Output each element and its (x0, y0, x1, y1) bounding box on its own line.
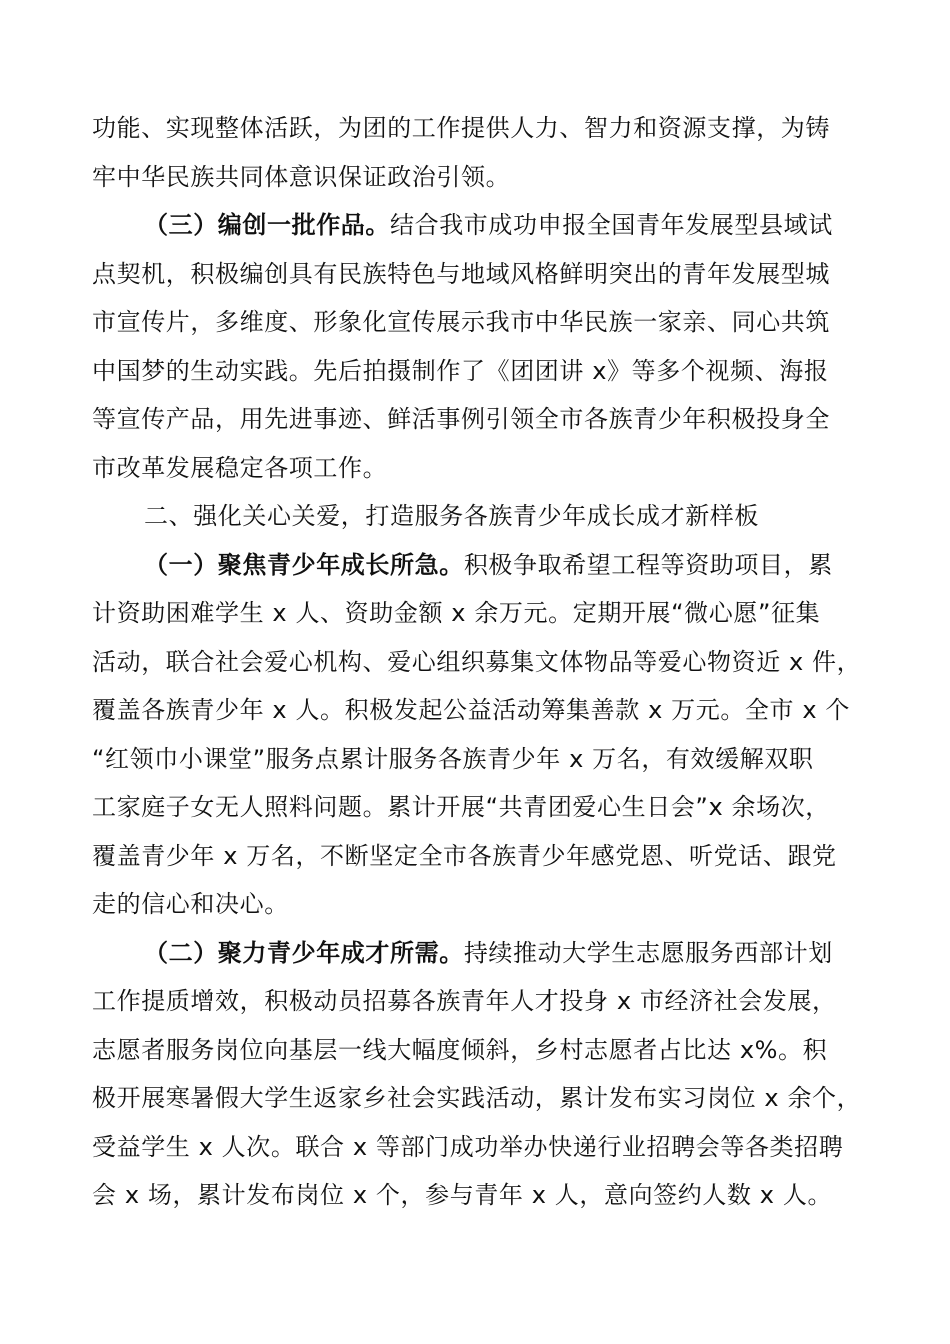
paragraph-first-line (92, 929, 882, 978)
document-body (92, 104, 882, 1220)
text-line: 覆盖青少年 x 万名，不断坚定全市各族青少年感党恩、听党话、跟党 (92, 841, 837, 870)
text-line: 极开展寒暑假大学生返家乡社会实践活动，累计发布实习岗位 x 余个， (92, 1084, 862, 1112)
paragraph-heading: （二）聚力青少年成才所需。 (144, 938, 464, 967)
text-line: 功能、实现整体活跃，为团的工作提供人力、智力和资源支撑，为铸 (92, 114, 830, 142)
text-line: 工家庭子女无人照料问题。累计开展“共青团爱心生日会”x 余场次， (92, 793, 830, 821)
paragraph-heading: （三）编创一批作品。 (144, 211, 390, 239)
paragraph-first-line (92, 541, 882, 590)
text-line: 中国梦的生动实践。先后拍摄制作了《团团讲 x》等多个视频、海报 (92, 356, 829, 385)
paragraph-continuation (92, 104, 882, 201)
paragraph-section-3 (92, 201, 882, 492)
text-line: 计资助困难学生 x 人、资助金额 x 余万元。定期开展“微心愿”征集 (92, 599, 821, 627)
text-line: 受益学生 x 人次。联合 x 等部门成功举办快递行业招聘会等各类招聘 (92, 1132, 844, 1161)
paragraph-first-text: 结合我市成功申报全国青年发展型县域试 (390, 211, 833, 239)
text-line: 会 x 场，累计发布岗位 x 个，参与青年 x 人，意向签约人数 x 人。 (92, 1181, 833, 1209)
text-line: 等宣传产品，用先进事迹、鲜活事例引领全市各族青少年积极投身全 (92, 405, 830, 433)
text-line: “红领巾小课堂”服务点累计服务各族青少年 x 万名，有效缓解双职 (92, 744, 814, 773)
text-line: 市改革发展稳定各项工作。 (92, 453, 388, 482)
text-line: 覆盖各族青少年 x 人。积极发起公益活动筹集善款 x 万元。全市 x 个 (92, 696, 850, 724)
paragraph-heading: （一）聚焦青少年成长所急。 (144, 550, 464, 579)
text-line: 活动，联合社会爱心机构、爱心组织募集文体物品等爱心物资近 x 件， (92, 647, 862, 676)
text-line: 走的信心和决心。 (92, 890, 289, 918)
paragraph-first-line (92, 201, 882, 250)
text-line: 点契机，积极编创具有民族特色与地域风格鲜明突出的青年发展型城 (92, 259, 830, 288)
paragraph-section-2 (92, 929, 882, 1220)
text-line: 市宣传片，多维度、形象化宣传展示我市中华民族一家亲、同心共筑 (92, 308, 830, 336)
paragraph-first-text: 持续推动大学生志愿服务西部计划 (463, 938, 833, 967)
section-title (92, 492, 882, 541)
text-line: 志愿者服务岗位向基层一线大幅度倾斜，乡村志愿者占比达 x%。积 (92, 1035, 828, 1064)
text-line: 工作提质增效，积极动员招募各族青年人才投身 x 市经济社会发展， (92, 987, 837, 1015)
paragraph-first-text: 积极争取希望工程等资助项目，累 (463, 550, 833, 579)
section-title-text: 二、强化关心关爱，打造服务各族青少年成长成才新样板 (144, 502, 759, 530)
paragraph-section-1 (92, 541, 882, 929)
text-line: 牢中华民族共同体意识保证政治引领。 (92, 162, 511, 191)
